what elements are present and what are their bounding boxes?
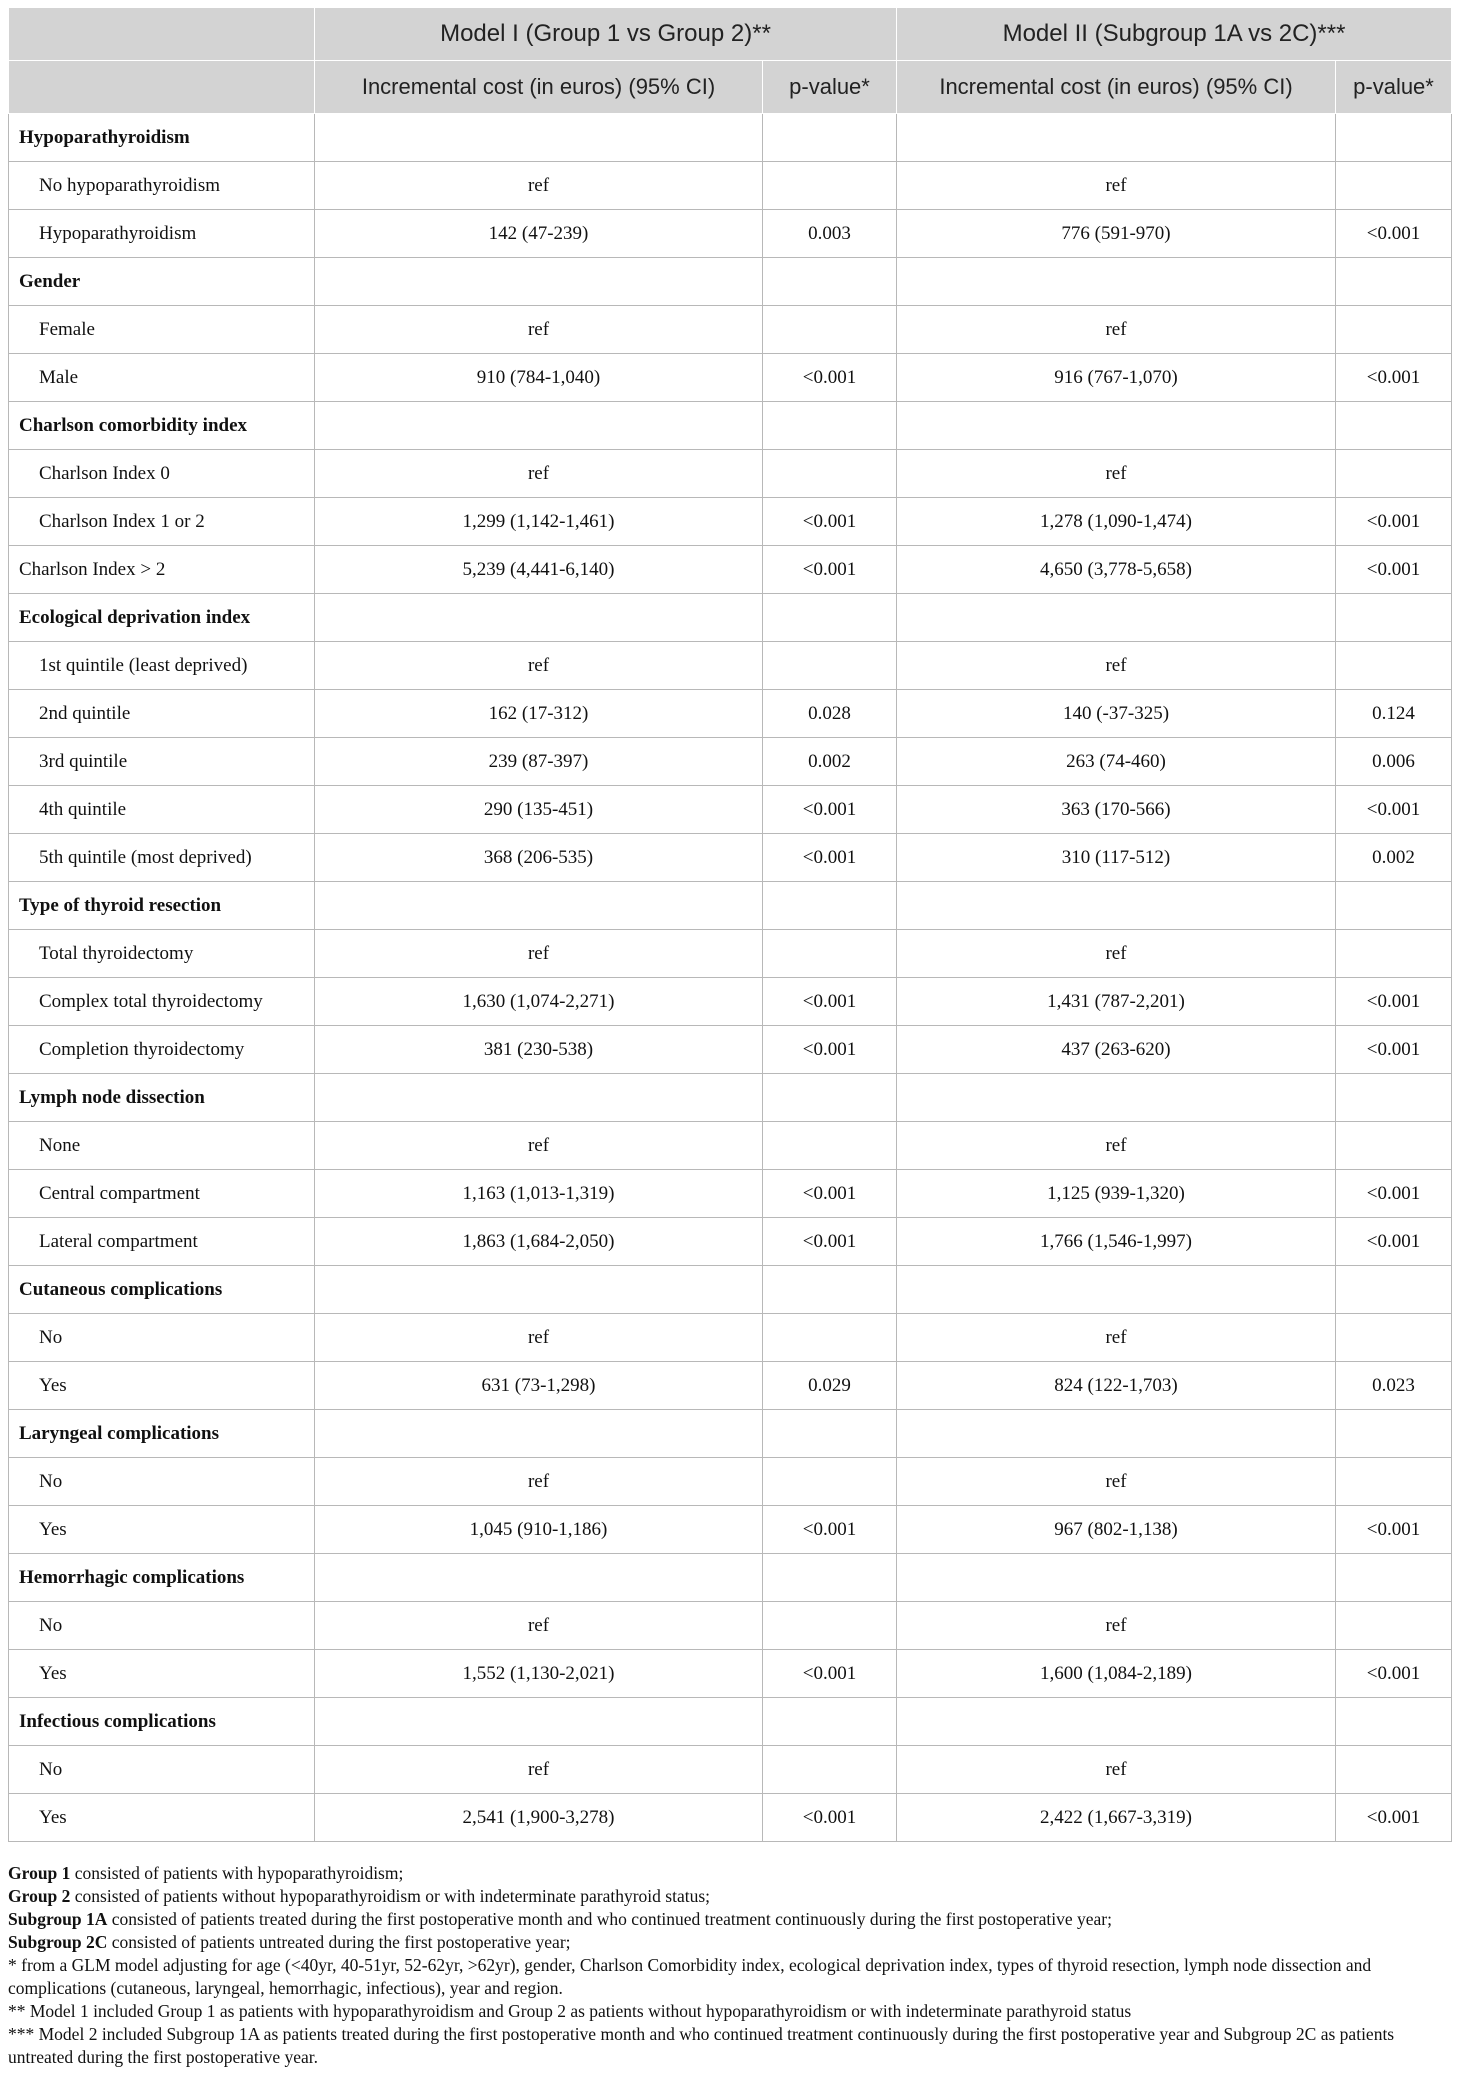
model2-pvalue-cell: 0.124 [1336,690,1452,738]
model1-pvalue-cell: <0.001 [763,1026,897,1074]
footnote-text: consisted of patients without hypoparathyroidism or with indeterminate parathyroid status; [70,1886,711,1906]
model1-cost-cell: 1,045 (910-1,186) [315,1506,763,1554]
table-row [9,738,1452,786]
header-blank-cell [9,8,315,61]
model2-pvalue-cell [1336,1314,1452,1362]
row-label: 5th quintile (most deprived) [9,834,315,882]
row-label: 3rd quintile [9,738,315,786]
model1-pvalue-cell [763,1266,897,1314]
model1-cost-cell: 2,541 (1,900-3,278) [315,1794,763,1842]
model1-cost-cell: ref [315,1602,763,1650]
model2-cost-cell: 824 (122-1,703) [897,1362,1336,1410]
table-row [9,1122,1452,1170]
model1-pvalue-cell: 0.003 [763,210,897,258]
model2-pvalue-cell [1336,162,1452,210]
model2-cost-cell [897,1554,1336,1602]
model1-pvalue-cell [763,930,897,978]
model2-cost-cell: 1,125 (939-1,320) [897,1170,1336,1218]
model2-cost-cell: ref [897,1602,1336,1650]
model1-pvalue-cell: <0.001 [763,354,897,402]
row-label: Male [9,354,315,402]
model2-cost-cell: ref [897,642,1336,690]
model1-pvalue-cell: <0.001 [763,1170,897,1218]
model2-pvalue-cell [1336,1122,1452,1170]
model2-cost-cell [897,1410,1336,1458]
model2-cost-cell: ref [897,162,1336,210]
row-label: Yes [9,1650,315,1698]
model1-pvalue-cell [763,1602,897,1650]
results-table-container [8,7,1451,1842]
model1-cost-cell [315,1554,763,1602]
model2-cost-cell: ref [897,306,1336,354]
model2-pvalue-cell [1336,1602,1452,1650]
table-row [9,1314,1452,1362]
model1-pvalue-cell: <0.001 [763,546,897,594]
section-row [9,402,1452,450]
model1-cost-cell [315,402,763,450]
model1-cost-cell [315,594,763,642]
model1-cost-cell: 1,163 (1,013-1,319) [315,1170,763,1218]
section-row [9,1410,1452,1458]
table-row [9,1218,1452,1266]
model2-cost-cell: 1,600 (1,084-2,189) [897,1650,1336,1698]
table-row [9,1746,1452,1794]
model2-cost-cell: ref [897,1458,1336,1506]
model1-cost-cell: 1,630 (1,074-2,271) [315,978,763,1026]
model2-cost-cell: 140 (-37-325) [897,690,1336,738]
footnote-term: Group 1 [8,1863,71,1883]
row-label: Complex total thyroidectomy [9,978,315,1026]
model2-pvalue-header: p-value* [1336,61,1452,114]
model1-pvalue-cell [763,1458,897,1506]
table-row [9,546,1452,594]
model1-cost-cell [315,1698,763,1746]
table-body [9,114,1452,1842]
model2-pvalue-cell: <0.001 [1336,354,1452,402]
model1-pvalue-cell [763,882,897,930]
model1-pvalue-cell: <0.001 [763,834,897,882]
model2-cost-cell [897,1698,1336,1746]
model2-pvalue-cell: <0.001 [1336,210,1452,258]
model2-pvalue-cell [1336,882,1452,930]
footnote-text: consisted of patients treated during the first postoperative month and who continued treatment continuously during the first postoperative year; [107,1909,1112,1929]
model2-pvalue-cell: <0.001 [1336,1506,1452,1554]
incremental-cost-table [8,7,1452,1842]
model1-header: Model I (Group 1 vs Group 2)** [315,8,897,61]
footnote-text: * from a GLM model adjusting for age (<40yr, 40-51yr, 52-62yr, >62yr), gender, Charlson Comorbidity index, ecological deprivation index, types of thyroid resection, lymph node dissection and complications (cutaneous, laryngeal, hemorrhagic, infectious), year and region. [8,1955,1372,1998]
model1-cost-cell [315,258,763,306]
model1-cost-cell: ref [315,642,763,690]
row-label: No [9,1746,315,1794]
model2-pvalue-cell [1336,306,1452,354]
row-label: Hemorrhagic complications [9,1554,315,1602]
model1-pvalue-cell [763,594,897,642]
model2-cost-cell: ref [897,1122,1336,1170]
row-label: Completion thyroidectomy [9,1026,315,1074]
footnote-term: Subgroup 2C [8,1932,108,1952]
row-label: No [9,1314,315,1362]
section-row [9,882,1452,930]
model1-cost-cell [315,1266,763,1314]
header-blank-cell [9,61,315,114]
model2-cost-cell: 363 (170-566) [897,786,1336,834]
row-label: Yes [9,1362,315,1410]
row-label: Ecological deprivation index [9,594,315,642]
model1-cost-cell: ref [315,930,763,978]
row-label: Yes [9,1794,315,1842]
model2-cost-header: Incremental cost (in euros) (95% CI) [897,61,1336,114]
row-label: No hypoparathyroidism [9,162,315,210]
row-label: Lateral compartment [9,1218,315,1266]
model1-cost-cell: ref [315,306,763,354]
row-label: None [9,1122,315,1170]
row-label: Cutaneous complications [9,1266,315,1314]
model1-cost-cell: 239 (87-397) [315,738,763,786]
model2-pvalue-cell [1336,1458,1452,1506]
table-row [9,306,1452,354]
model1-cost-cell: 5,239 (4,441-6,140) [315,546,763,594]
model2-cost-cell: 4,650 (3,778-5,658) [897,546,1336,594]
model1-cost-cell: 368 (206-535) [315,834,763,882]
model2-header: Model II (Subgroup 1A vs 2C)*** [897,8,1452,61]
footnote-text: ** Model 1 included Group 1 as patients with hypoparathyroidism and Group 2 as patients without hypoparathyroidism or with indeterminate parathyroid status [8,2001,1132,2021]
model2-pvalue-cell [1336,930,1452,978]
row-label: No [9,1458,315,1506]
row-label: Hypoparathyroidism [9,114,315,162]
table-footnotes [8,1862,1451,2069]
section-row [9,258,1452,306]
model2-pvalue-cell [1336,1266,1452,1314]
model2-cost-cell [897,882,1336,930]
model2-pvalue-cell: 0.006 [1336,738,1452,786]
table-row [9,690,1452,738]
table-row [9,1026,1452,1074]
model1-pvalue-cell [763,1074,897,1122]
model1-cost-cell: ref [315,450,763,498]
row-label: Charlson comorbidity index [9,402,315,450]
model2-pvalue-cell: <0.001 [1336,498,1452,546]
model1-cost-cell: 290 (135-451) [315,786,763,834]
footnote-text: *** Model 2 included Subgroup 1A as patients treated during the first postoperative month and who continued treatment continuously during the first postoperative year and Subgroup 2C as patients untreated during the first postoperative year. [8,2024,1395,2067]
table-row [9,642,1452,690]
row-label: 2nd quintile [9,690,315,738]
section-row [9,1698,1452,1746]
section-row [9,1554,1452,1602]
model1-pvalue-cell: <0.001 [763,978,897,1026]
model1-pvalue-cell: 0.029 [763,1362,897,1410]
model2-cost-cell: ref [897,1746,1336,1794]
model2-cost-cell: 776 (591-970) [897,210,1336,258]
model2-pvalue-cell [1336,258,1452,306]
footnote [8,1931,1451,1954]
footnote [8,1954,1451,2000]
model2-cost-cell [897,258,1336,306]
model2-pvalue-cell: <0.001 [1336,1794,1452,1842]
model2-pvalue-cell [1336,402,1452,450]
model2-cost-cell [897,594,1336,642]
model1-pvalue-cell [763,1746,897,1794]
row-label: Infectious complications [9,1698,315,1746]
row-label: Charlson Index > 2 [9,546,315,594]
model2-pvalue-cell [1336,1746,1452,1794]
model2-cost-cell: 2,422 (1,667-3,319) [897,1794,1336,1842]
model1-cost-cell: ref [315,1122,763,1170]
model1-cost-cell: 162 (17-312) [315,690,763,738]
model1-pvalue-cell [763,402,897,450]
table-row [9,1362,1452,1410]
model2-pvalue-cell: <0.001 [1336,786,1452,834]
model2-cost-cell [897,1266,1336,1314]
footnote-term: Group 2 [8,1886,71,1906]
model1-cost-cell: 142 (47-239) [315,210,763,258]
model1-pvalue-cell [763,258,897,306]
model1-pvalue-cell: <0.001 [763,1794,897,1842]
model2-pvalue-cell: <0.001 [1336,1218,1452,1266]
row-label: Gender [9,258,315,306]
model2-cost-cell: 310 (117-512) [897,834,1336,882]
table-row [9,1506,1452,1554]
model2-pvalue-cell [1336,114,1452,162]
table-header [9,8,1452,114]
model1-pvalue-cell [763,450,897,498]
row-label: Lymph node dissection [9,1074,315,1122]
model1-pvalue-header: p-value* [763,61,897,114]
model2-pvalue-cell: 0.023 [1336,1362,1452,1410]
model1-cost-cell [315,1410,763,1458]
model1-pvalue-cell: <0.001 [763,498,897,546]
model1-cost-cell: ref [315,162,763,210]
table-row [9,786,1452,834]
row-label: Central compartment [9,1170,315,1218]
model2-cost-cell [897,114,1336,162]
table-row [9,1602,1452,1650]
row-label: Charlson Index 1 or 2 [9,498,315,546]
row-label: 1st quintile (least deprived) [9,642,315,690]
model1-pvalue-cell: <0.001 [763,1506,897,1554]
footnote [8,1908,1451,1931]
model2-pvalue-cell [1336,1698,1452,1746]
row-label: 4th quintile [9,786,315,834]
model1-pvalue-cell [763,162,897,210]
model1-pvalue-cell: <0.001 [763,1650,897,1698]
model2-pvalue-cell: <0.001 [1336,1170,1452,1218]
section-row [9,1266,1452,1314]
table-row [9,1650,1452,1698]
table-row [9,834,1452,882]
section-row [9,114,1452,162]
model2-pvalue-cell [1336,642,1452,690]
model1-pvalue-cell [763,114,897,162]
model2-pvalue-cell [1336,1074,1452,1122]
model1-pvalue-cell [763,306,897,354]
table-row [9,450,1452,498]
footnote-term: Subgroup 1A [8,1909,108,1929]
model2-cost-cell: 437 (263-620) [897,1026,1336,1074]
footnote [8,1862,1451,1885]
model1-pvalue-cell: 0.028 [763,690,897,738]
model2-cost-cell: 1,766 (1,546-1,997) [897,1218,1336,1266]
model2-pvalue-cell: <0.001 [1336,546,1452,594]
model1-cost-cell: ref [315,1458,763,1506]
row-label: Charlson Index 0 [9,450,315,498]
model1-pvalue-cell [763,642,897,690]
model1-cost-cell: 1,863 (1,684-2,050) [315,1218,763,1266]
row-label: Laryngeal complications [9,1410,315,1458]
model2-cost-cell: ref [897,450,1336,498]
section-row [9,594,1452,642]
model1-pvalue-cell: <0.001 [763,1218,897,1266]
model2-cost-cell: ref [897,930,1336,978]
model1-pvalue-cell: <0.001 [763,786,897,834]
model1-cost-cell [315,114,763,162]
footnote-text: consisted of patients untreated during the first postoperative year; [107,1932,571,1952]
model1-cost-cell: 1,299 (1,142-1,461) [315,498,763,546]
row-label: Total thyroidectomy [9,930,315,978]
model1-cost-cell: ref [315,1746,763,1794]
model2-pvalue-cell [1336,594,1452,642]
model1-cost-cell: 910 (784-1,040) [315,354,763,402]
model2-cost-cell: 1,431 (787-2,201) [897,978,1336,1026]
table-row [9,978,1452,1026]
model2-pvalue-cell [1336,1554,1452,1602]
model2-cost-cell: ref [897,1314,1336,1362]
model2-cost-cell: 263 (74-460) [897,738,1336,786]
row-label: Hypoparathyroidism [9,210,315,258]
model1-pvalue-cell [763,1410,897,1458]
table-row [9,210,1452,258]
model2-pvalue-cell: <0.001 [1336,978,1452,1026]
model2-pvalue-cell: 0.002 [1336,834,1452,882]
table-row [9,930,1452,978]
model2-cost-cell: 916 (767-1,070) [897,354,1336,402]
model2-cost-cell: 1,278 (1,090-1,474) [897,498,1336,546]
table-row [9,162,1452,210]
footnote [8,2023,1451,2069]
model1-cost-cell: 381 (230-538) [315,1026,763,1074]
table-row [9,1458,1452,1506]
model1-pvalue-cell [763,1122,897,1170]
model1-pvalue-cell [763,1554,897,1602]
model1-pvalue-cell [763,1314,897,1362]
model1-cost-cell [315,1074,763,1122]
model1-pvalue-cell [763,1698,897,1746]
footnote [8,2000,1451,2023]
footnote [8,1885,1451,1908]
table-row [9,354,1452,402]
row-label: Type of thyroid resection [9,882,315,930]
model1-pvalue-cell: 0.002 [763,738,897,786]
table-row [9,1170,1452,1218]
footnote-text: consisted of patients with hypoparathyroidism; [70,1863,404,1883]
model2-cost-cell: 967 (802-1,138) [897,1506,1336,1554]
model1-cost-cell: ref [315,1314,763,1362]
model2-pvalue-cell: <0.001 [1336,1650,1452,1698]
table-row [9,498,1452,546]
model2-pvalue-cell [1336,1410,1452,1458]
table-row [9,1794,1452,1842]
model1-cost-cell: 631 (73-1,298) [315,1362,763,1410]
model2-pvalue-cell [1336,450,1452,498]
row-label: No [9,1602,315,1650]
model2-pvalue-cell: <0.001 [1336,1026,1452,1074]
row-label: Yes [9,1506,315,1554]
model1-cost-cell [315,882,763,930]
section-row [9,1074,1452,1122]
model1-cost-cell: 1,552 (1,130-2,021) [315,1650,763,1698]
model2-cost-cell [897,402,1336,450]
model2-cost-cell [897,1074,1336,1122]
row-label: Female [9,306,315,354]
model1-cost-header: Incremental cost (in euros) (95% CI) [315,61,763,114]
